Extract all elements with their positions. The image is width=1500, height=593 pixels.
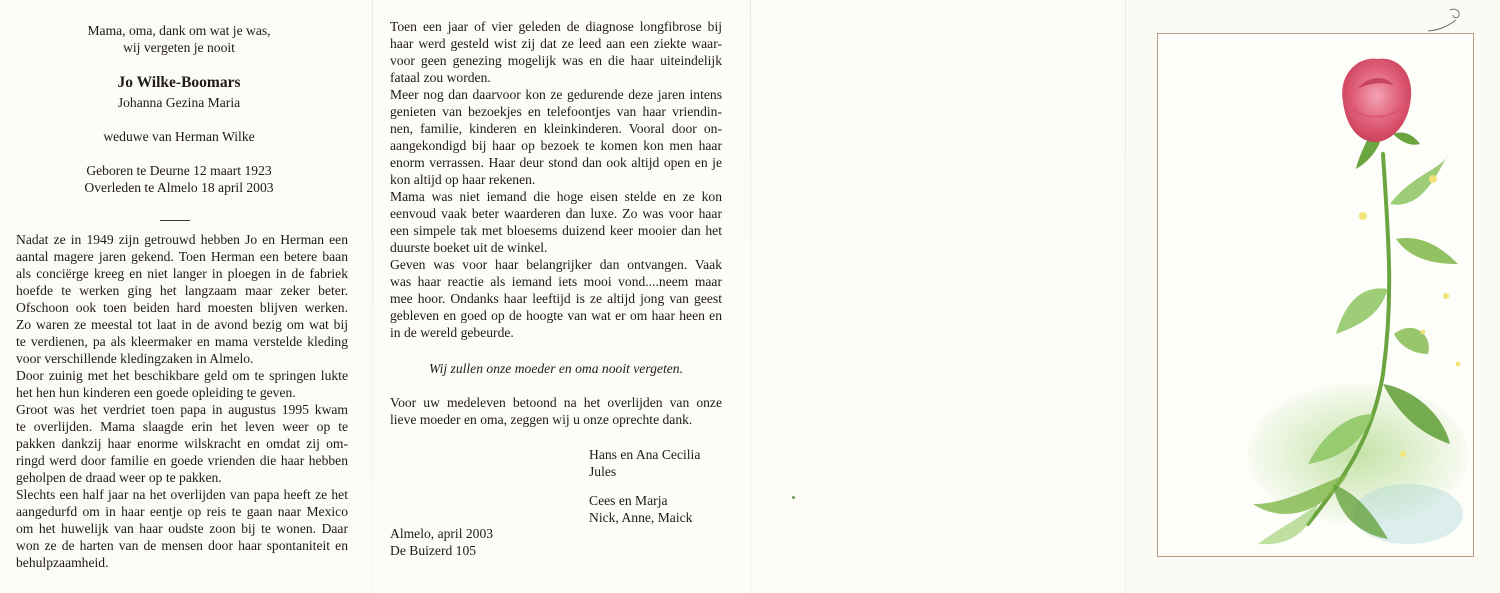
text-line: voor verschillende kledingzaken in Almelo.	[16, 351, 254, 366]
death-line: Overleden te Almelo 18 april 2003	[84, 180, 274, 195]
text-line: Groot was het verdriet toen papa in augustus 1995 kwam	[16, 402, 348, 417]
signature-line: Hans en Ana Cecilia	[589, 447, 701, 462]
text-line: om het huwelijk van haar oudste zoon bij te wonen. Daar	[16, 521, 348, 536]
text-line: Zo waren ze meestal tot laat in de avond bezig om wat bij	[16, 317, 348, 332]
text-line: in de wereld gebeurde.	[390, 325, 514, 340]
text-line: aangekondigd bij haar op bezoek te komen kon men haar	[390, 138, 722, 153]
text-line: kon altijd op haar rekenen.	[390, 172, 536, 187]
text-line: aantal magere jaren gekend. Toen Herman een betere baan	[16, 249, 348, 264]
text-line: pakken dankzij haar enorme wilskracht en omdat zij om-	[16, 436, 348, 451]
birth-line: Geboren te Deurne 12 maart 1923	[86, 163, 272, 178]
fold-line	[750, 0, 751, 593]
signature-line: Jules	[589, 464, 617, 479]
text-line: Nadat ze in 1949 zijn getrouwd hebben Jo en Herman een	[16, 232, 348, 247]
life-dates	[14, 162, 344, 196]
paper-speck	[792, 496, 795, 499]
text-line: mee hoor. Ondanks haar leeftijd is ze altijd jong van geest	[390, 291, 722, 306]
text-line: geholpen de draad weer op te pakken.	[16, 470, 222, 485]
text-line: aangedurfd om in haar eentje op reis te gaan naar Mexico	[16, 504, 348, 519]
place-and-address	[390, 525, 493, 559]
text-line: was haar reactie als iemand iets mooi vond....neem maar	[390, 274, 722, 289]
text-line: duurste boeket uit de winkel.	[390, 240, 548, 255]
text-line: te verdienen, pa als kleermaker en mama verstelde kleding	[16, 334, 348, 349]
illustration-frame	[1157, 33, 1474, 557]
text-line: enorm verrassen. Haar deur stond dan ook altijd open en je	[390, 155, 722, 170]
text-line: als conciërge kreeg en niet langer in ploegen in de fabriek	[16, 266, 348, 281]
corner-ribbon-icon	[1426, 6, 1466, 36]
text-line: Meer nog dan daarvoor kon ze gedurende deze jaren intens	[390, 87, 722, 102]
widow-of: weduwe van Herman Wilke	[103, 129, 255, 144]
text-line: lieve moeder en oma, zeggen wij u onze oprechte dank.	[390, 412, 693, 427]
text-line: Ofschoon ook toen beiden hard moesten blijven werken.	[16, 300, 348, 315]
text-line: ringd werd door familie en goede vrienden die haar hebben	[16, 453, 348, 468]
text-line: voor geen genezing mogelijk was en die haar uiteindelijk	[390, 53, 722, 68]
text-line: Geven was voor haar belangrijker dan ontvangen. Vaak	[390, 257, 722, 272]
place-date: Almelo, april 2003	[390, 526, 494, 541]
text-line: nen, familie, kinderen en kleinkinderen. Vooral door on-	[390, 121, 722, 136]
signature-line: Cees en Marja	[589, 493, 668, 508]
text-line: fataal zou worden.	[390, 70, 491, 85]
text-line: haar werd gesteld wist zij dat ze leed aan een ziekte waar-	[390, 36, 722, 51]
given-names: Johanna Gezina Maria	[117, 95, 241, 110]
signature-group	[589, 446, 700, 480]
memorial-quote: Wij zullen onze moeder en oma nooit vergeten.	[429, 361, 683, 376]
text-line: een simpele tak met bloesems duizend keer mooier dan het	[390, 223, 722, 238]
text-line: Slechts een half jaar na het overlijden van papa heeft ze het	[16, 487, 348, 502]
epigraph-line: Mama, oma, dank om wat je was,	[87, 23, 271, 38]
fold-line	[372, 0, 373, 593]
card-panel-blank	[750, 0, 1125, 593]
epigraph	[14, 22, 344, 56]
thanks-text	[390, 394, 722, 428]
text-line: het hen hun kinderen een goede opleiding te geven.	[16, 385, 296, 400]
signature-line: Nick, Anne, Maick	[589, 510, 693, 525]
text-line: Door zuinig met het beschikbare geld om te springen lukte	[16, 368, 348, 383]
address: De Buizerd 105	[390, 543, 477, 558]
text-line: genieten van bezoekjes en telefoontjes van haar vriendin-	[390, 104, 722, 119]
text-line: Voor uw medeleven betoond na het overlijden van onze	[390, 395, 722, 410]
text-line: gebleven en goed op de hoogte van wat er om haar heen en	[390, 308, 722, 323]
rose-illustration-icon	[1158, 34, 1473, 556]
divider	[160, 220, 190, 221]
deceased-name: Jo Wilke-Boomars	[117, 74, 241, 91]
fold-line	[1125, 0, 1126, 593]
biography-text	[16, 231, 348, 571]
text-line: te overlijden. Mama slaagde erin het leven weer op te	[16, 419, 348, 434]
text-line: hoefde te werken ging het langzaam maar zeker beter.	[16, 283, 348, 298]
text-line: won ze de harten van de mensen door haar spontaniteit en	[16, 538, 348, 553]
biography-text-continued	[390, 18, 722, 341]
epigraph-line: wij vergeten je nooit	[123, 40, 235, 55]
text-line: Mama was niet iemand die hoge eisen stelde en ze kon	[390, 189, 722, 204]
text-line: eenvoud vaak beter waarderen dan luxe. Zo was voor haar	[390, 206, 722, 221]
text-line: Toen een jaar of vier geleden de diagnose longfibrose bij	[390, 19, 722, 34]
signature-group	[589, 492, 692, 526]
text-line: behulpzaamheid.	[16, 555, 109, 570]
